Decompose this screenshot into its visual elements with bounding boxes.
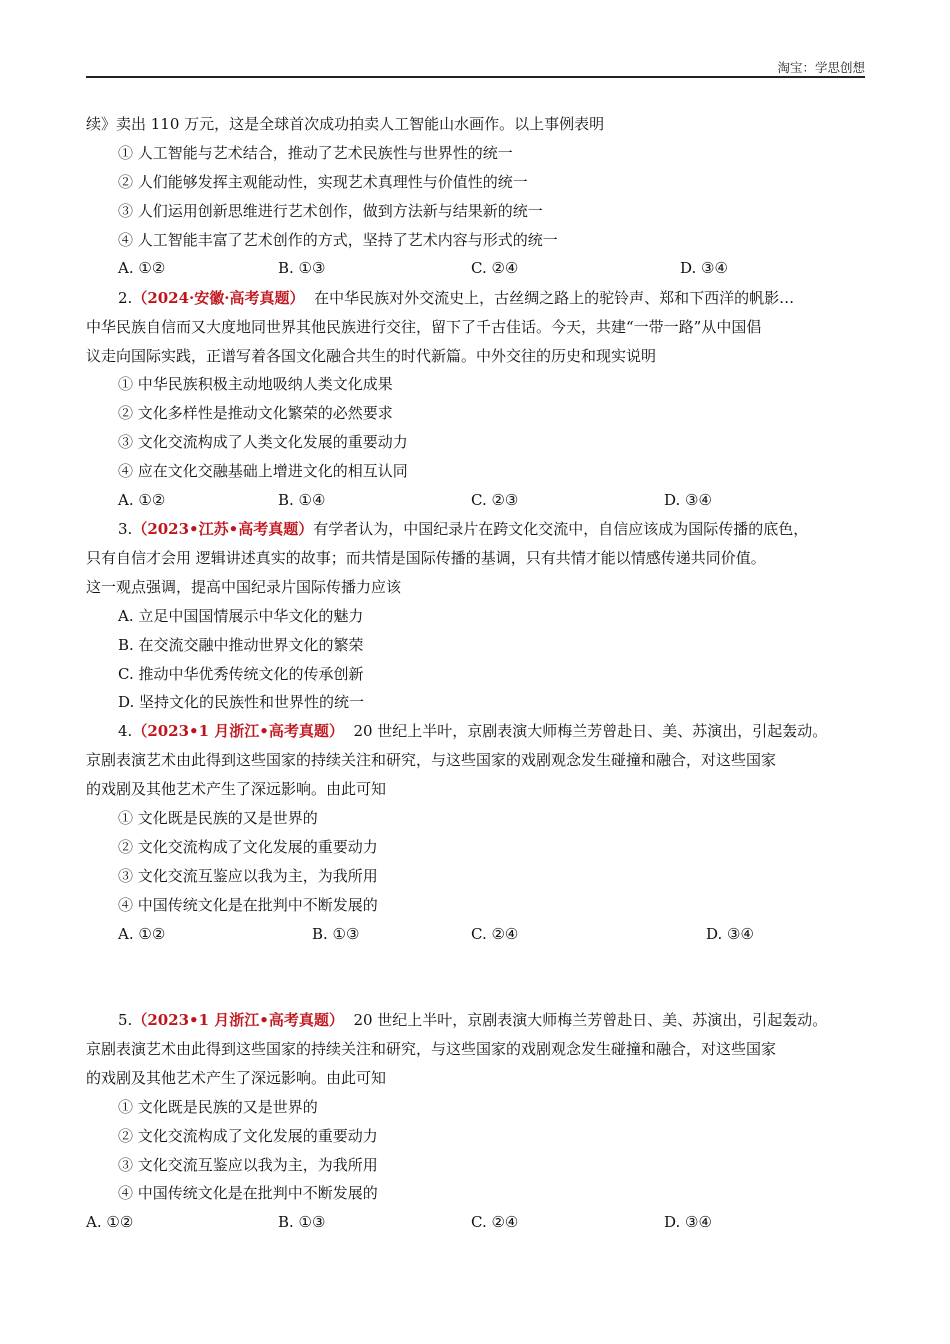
q4-item-4: ④ 中国传统文化是在批判中不断发展的 — [118, 896, 378, 914]
q1-option-d: D. ③④ — [680, 259, 728, 277]
q4-option-d: D. ③④ — [706, 925, 754, 943]
q2-item-2: ② 文化多样性是推动文化繁荣的必然要求 — [118, 404, 393, 422]
q3-option-c: C. 推动中华优秀传统文化的传承创新 — [118, 665, 364, 683]
q4-stem-line-1 — [118, 721, 827, 741]
q5-option-d: D. ③④ — [664, 1213, 712, 1231]
q5-option-a: A. ①② — [86, 1213, 134, 1231]
q3-option-b: B. 在交流交融中推动世界文化的繁荣 — [118, 636, 364, 654]
q5-item-2: ② 文化交流构成了文化发展的重要动力 — [118, 1127, 378, 1145]
q5-item-4: ④ 中国传统文化是在批判中不断发展的 — [118, 1184, 378, 1202]
q4-item-2: ② 文化交流构成了文化发展的重要动力 — [118, 838, 378, 856]
q1-stem-continuation: 续》卖出 110 万元，这是全球首次成功拍卖人工智能山水画作。以上事例表明 — [86, 115, 605, 133]
q2-option-a: A. ①② — [118, 491, 166, 509]
q4-option-b: B. ①③ — [312, 925, 360, 943]
q4-number: 4. — [118, 722, 133, 740]
q4-option-a: A. ①② — [118, 925, 166, 943]
q4-stem-line-2: 京剧表演艺术由此得到这些国家的持续关注和研究，与这些国家的戏剧观念发生碰撞和融合，对这些国家 — [86, 751, 777, 769]
q2-item-4: ④ 应在文化交融基础上增进文化的相互认同 — [118, 462, 408, 480]
q4-source-tag: （2023•1 月浙江•高考真题） — [132, 722, 344, 740]
q1-option-c: C. ②④ — [471, 259, 519, 277]
q3-option-a: A. 立足中国国情展示中华文化的魅力 — [118, 607, 364, 625]
q2-number: 2. — [118, 289, 133, 307]
q5-item-1: ① 文化既是民族的又是世界的 — [118, 1098, 318, 1116]
q5-stem-text-1: 20 世纪上半叶，京剧表演大师梅兰芳曾赴日、美、苏演出，引起轰动。 — [353, 1011, 828, 1029]
q4-stem-text-1: 20 世纪上半叶，京剧表演大师梅兰芳曾赴日、美、苏演出，引起轰动。 — [353, 722, 828, 740]
q2-option-c: C. ②③ — [471, 491, 519, 509]
q4-item-3: ③ 文化交流互鉴应以我为主，为我所用 — [118, 867, 378, 885]
q1-option-a: A. ①② — [118, 259, 166, 277]
q1-item-4: ④ 人工智能丰富了艺术创作的方式，坚持了艺术内容与形式的统一 — [118, 231, 558, 249]
q5-source-tag: （2023•1 月浙江•高考真题） — [132, 1011, 344, 1029]
q5-option-b: B. ①③ — [278, 1213, 326, 1231]
q2-stem-line-2: 中华民族自信而又大度地同世界其他民族进行交往，留下了千古佳话。今天，共建“一带一路”从中国倡 — [86, 318, 762, 336]
q2-source-tag: （2024·安徽·高考真题） — [132, 289, 305, 307]
q4-item-1: ① 文化既是民族的又是世界的 — [118, 809, 318, 827]
q1-item-1: ① 人工智能与艺术结合，推动了艺术民族性与世界性的统一 — [118, 144, 513, 162]
q3-stem-line-2: 只有自信才会用 逻辑讲述真实的故事；而共情是国际传播的基调，只有共情才能以情感传递共同价值。 — [86, 549, 766, 567]
q5-stem-line-2: 京剧表演艺术由此得到这些国家的持续关注和研究，与这些国家的戏剧观念发生碰撞和融合，对这些国家 — [86, 1040, 777, 1058]
q3-number: 3. — [118, 520, 133, 538]
q3-source-tag: （2023•江苏•高考真题） — [132, 520, 314, 538]
q2-item-3: ③ 文化交流构成了人类文化发展的重要动力 — [118, 433, 408, 451]
q1-option-b: B. ①③ — [278, 259, 326, 277]
q2-stem-line-1 — [118, 288, 794, 308]
q1-item-2: ② 人们能够发挥主观能动性，实现艺术真理性与价值性的统一 — [118, 173, 528, 191]
q2-option-b: B. ①④ — [278, 491, 326, 509]
q1-item-3: ③ 人们运用创新思维进行艺术创作，做到方法新与结果新的统一 — [118, 202, 543, 220]
q3-stem-line-3: 这一观点强调，提高中国纪录片国际传播力应该 — [86, 578, 402, 596]
header-text: 淘宝：学思创想 — [777, 60, 865, 75]
q5-item-3: ③ 文化交流互鉴应以我为主，为我所用 — [118, 1156, 378, 1174]
q5-stem-line-3: 的戏剧及其他艺术产生了深远影响。由此可知 — [86, 1069, 387, 1087]
q4-option-c: C. ②④ — [471, 925, 519, 943]
q2-item-1: ① 中华民族积极主动地吸纳人类文化成果 — [118, 375, 393, 393]
q5-option-c: C. ②④ — [471, 1213, 519, 1231]
q3-stem-line-1 — [118, 519, 808, 539]
q3-stem-text-1: 有学者认为，中国纪录片在跨文化交流中，自信应该成为国际传播的底色， — [313, 520, 809, 538]
q4-stem-line-3: 的戏剧及其他艺术产生了深远影响。由此可知 — [86, 780, 387, 798]
q2-stem-text-1: 在中华民族对外交流史上，古丝绸之路上的驼铃声、郑和下西洋的帆影… — [314, 289, 795, 307]
q2-stem-line-3: 议走向国际实践，正谱写着各国文化融合共生的时代新篇。中外交往的历史和现实说明 — [86, 347, 657, 365]
q5-number: 5. — [118, 1011, 133, 1029]
q3-option-d: D. 坚持文化的民族性和世界性的统一 — [118, 693, 365, 711]
page-header — [86, 52, 865, 78]
q2-option-d: D. ③④ — [664, 491, 712, 509]
q5-stem-line-1 — [118, 1010, 827, 1030]
